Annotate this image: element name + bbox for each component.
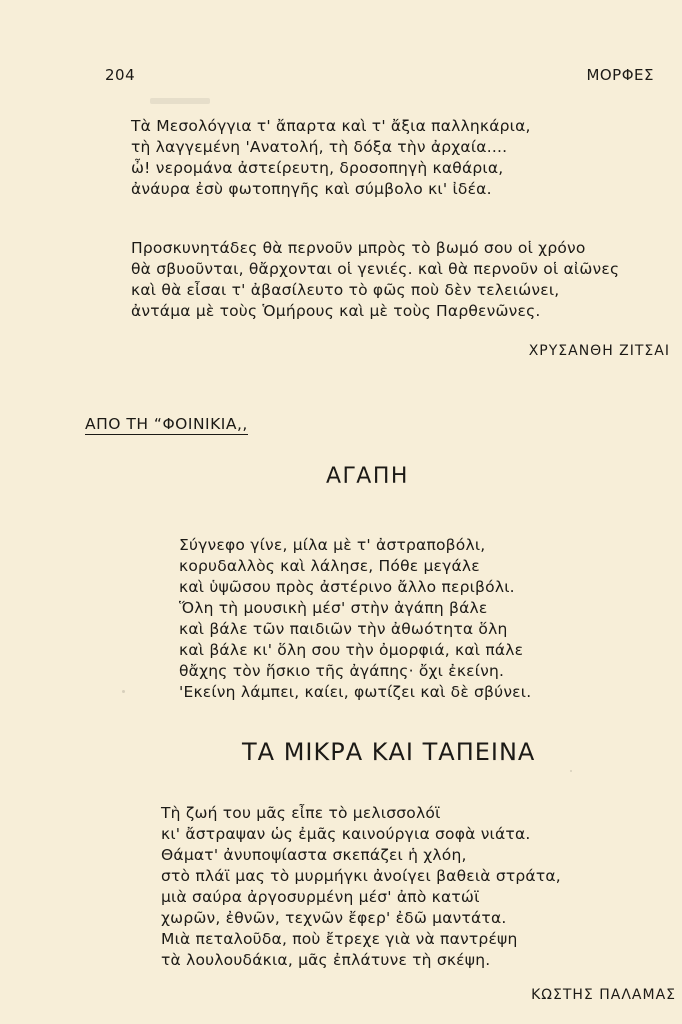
running-title: ΜΟΡΦΕΣ <box>586 66 654 84</box>
section-label: ΑΠΟ ΤΗ “ΦΟΙΝΙΚΙΑ,, <box>85 415 248 433</box>
page-number: 204 <box>105 66 136 84</box>
poem-line: τὰ λουλουδάκια, μᾶς ἐπλάτυνε τὴ σκέψη. <box>161 951 491 969</box>
poem-line: κι' ἄστραψαν ὡς ἐμᾶς καινούργια σοφὰ νιάτα. <box>161 825 531 843</box>
poem-line: Τὴ ζωή του μᾶς εἶπε τὸ μελισσολόϊ <box>161 804 441 822</box>
poem-line: στὸ πλάϊ μας τὸ μυρμήγκι ἀνοίγει βαθειὰ στράτα, <box>161 867 561 885</box>
poem2-body <box>179 535 531 703</box>
poem-line: καὶ βάλε κι' ὅλη σου τὴν ὀμορφιά, καὶ πάλε <box>179 641 524 659</box>
poem-line: θἄχης τὸν ἥσκιο τῆς ἀγάπης· ὄχι ἐκείνη. <box>179 662 505 680</box>
paper-speck <box>122 690 125 693</box>
poem-line: Σύγνεφο γίνε, μίλα μὲ τ' ἀστραποβόλι, <box>179 536 486 554</box>
poem2-title: ΑΓΑΠΗ <box>326 464 409 489</box>
poem-line: Ὅλη τὴ μουσικὴ μέσ' στὴν ἀγάπη βάλε <box>179 599 488 617</box>
poem-line: 'Εκείνη λάμπει, καίει, φωτίζει καὶ δὲ σβύνει. <box>179 683 532 701</box>
poem-line: τὴ λαγγεμένη 'Ανατολή, τὴ δόξα τὴν ἀρχαία.... <box>131 138 508 156</box>
poem3-signature: ΚΩΣΤΗΣ ΠΑΛΑΜΑΣ <box>531 987 676 1003</box>
poem-line: Θάματ' ἀνυποψίαστα σκεπάζει ἡ χλόη, <box>161 846 467 864</box>
poem1-stanza1 <box>131 116 531 200</box>
poem-line: μιὰ σαύρα ἀργοσυρμένη μέσ' ἀπὸ κατώϊ <box>161 888 480 906</box>
poem-line: καὶ βάλε τῶν παιδιῶν τὴν ἀθωότητα ὅλη <box>179 620 508 638</box>
poem-line: Μιὰ πεταλοῦδα, ποὺ ἔτρεχε γιὰ νὰ παντρέψη <box>161 930 518 948</box>
poem3-title: ΤΑ ΜΙΚΡΑ ΚΑΙ ΤΑΠΕΙΝΑ <box>242 738 536 766</box>
poem-line: ἀνάυρα ἐσὺ φωτοπηγῆς καὶ σύμβολο κι' ἰδέα. <box>131 180 492 198</box>
paper-smudge <box>150 98 210 104</box>
poem-line: Τὰ Μεσολόγγια τ' ἄπαρτα καὶ τ' ἄξια παλληκάρια, <box>131 117 531 135</box>
poem-line: θὰ σβυοῦνται, θἄρχονται οἱ γενιές. καὶ θὰ περνοῦν οἱ αἰῶνες <box>131 260 620 278</box>
poem-line: κορυδαλλὸς καὶ λάλησε, Πόθε μεγάλε <box>179 557 480 575</box>
poem-line: ὦ! νερομάνα ἀστείρευτη, δροσοπηγὴ καθάρια, <box>131 159 504 177</box>
poem1-stanza2 <box>131 238 619 322</box>
paper-speck <box>570 770 572 772</box>
poem-line: Προσκυνητάδες θὰ περνοῦν μπρὸς τὸ βωμό σου οἱ χρόνο <box>131 239 586 257</box>
poem-line: ἀντάμα μὲ τοὺς Ὁμήρους καὶ μὲ τοὺς Παρθενῶνες. <box>131 302 541 320</box>
poem-line: χωρῶν, ἐθνῶν, τεχνῶν ἔφερ' ἐδῶ μαντάτα. <box>161 909 507 927</box>
poem-line: καὶ ὑψῶσου πρὸς ἀστέρινο ἄλλο περιβόλι. <box>179 578 515 596</box>
poem1-signature: ΧΡΥΣΑΝΘΗ ΖΙΤΣΑΙ <box>528 343 670 359</box>
poem-line: καὶ θὰ εἶσαι τ' ἀβασίλευτο τὸ φῶς ποὺ δὲν τελειώνει, <box>131 281 560 299</box>
poem3-body <box>161 803 561 971</box>
